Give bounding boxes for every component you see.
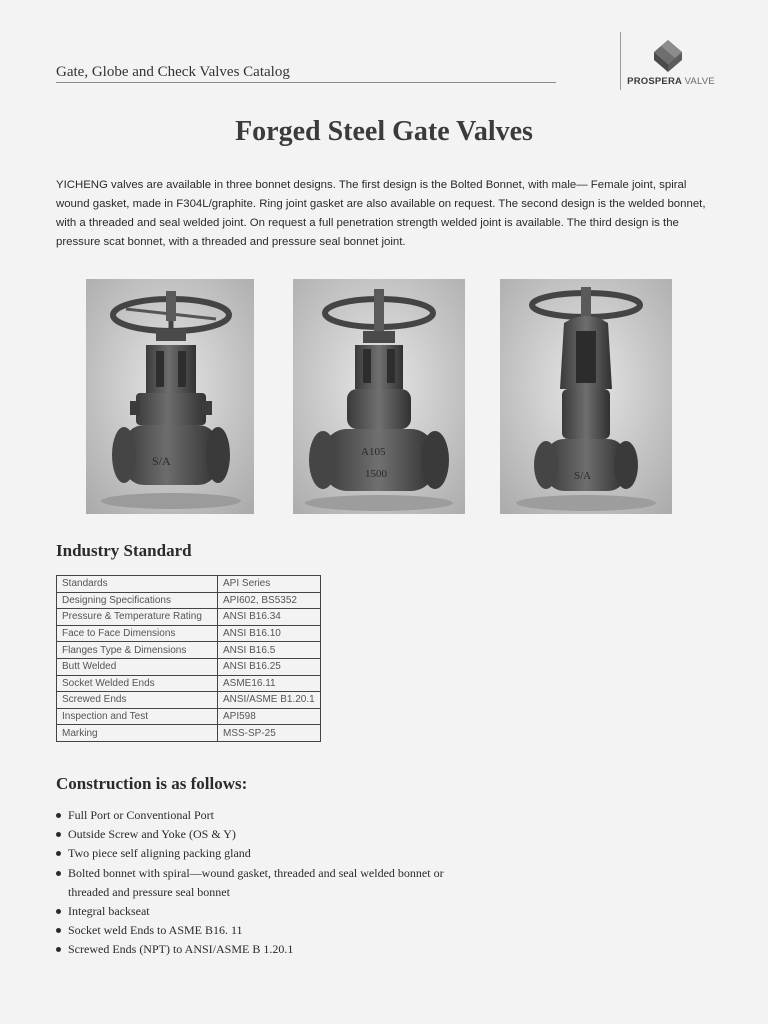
logo-text-light: VALVE <box>684 76 715 87</box>
diamond-logo-icon <box>648 38 688 74</box>
list-item: Two piece self aligning packing gland <box>56 844 476 863</box>
standard-value-cell: ANSI B16.34 <box>218 609 321 626</box>
list-item: Screwed Ends (NPT) to ANSI/ASME B 1.20.1 <box>56 940 476 959</box>
standard-value-cell: ANSI B16.25 <box>218 658 321 675</box>
logo-divider <box>620 32 621 90</box>
industry-standard-heading: Industry Standard <box>56 541 192 560</box>
logo-text-bold: PROSPERA <box>627 76 682 87</box>
standard-value-cell: ASME16.11 <box>218 675 321 692</box>
valve-1-body-mark: S/A <box>152 454 171 468</box>
list-item: Full Port or Conventional Port <box>56 806 476 825</box>
table-row <box>57 675 321 692</box>
standard-value-cell: API Series <box>218 576 321 593</box>
list-item: Bolted bonnet with spiral—wound gasket, threaded and seal welded bonnet or threaded and pressure seal bonnet <box>56 864 476 902</box>
industry-standard-table <box>56 575 321 742</box>
valve-2-body-mark-class: 1500 <box>365 468 387 480</box>
valve-2-body-mark-material: A105 <box>361 446 386 458</box>
standard-value-cell: API598 <box>218 708 321 725</box>
standard-name-cell: Screwed Ends <box>57 692 218 709</box>
intro-paragraph: YICHENG valves are available in three bonnet designs. The first design is the Bolted Bonnet, with male— Female joint, spiral wound gasket, made in F304L/graphite. Ring joint gasket are also available on request. The second design is the welded bonnet, with a threaded and seal welded joint. On request a full penetration strength welded joint is available. The third design is the pressure scat bonnet, with a threaded and pressure seal bonnet joint. <box>56 179 706 248</box>
table-row <box>57 692 321 709</box>
standard-name-cell: Flanges Type & Dimensions <box>57 642 218 659</box>
construction-heading: Construction is as follows: <box>56 774 248 793</box>
standard-name-cell: Inspection and Test <box>57 708 218 725</box>
header-rule <box>56 82 556 83</box>
table-row <box>57 576 321 593</box>
table-row <box>57 725 321 742</box>
valve-3-body-mark: S/A <box>574 470 592 482</box>
valve-photo-pressure-seal-bonnet <box>500 279 672 514</box>
list-item: Outside Screw and Yoke (OS & Y) <box>56 825 476 844</box>
logo-text <box>626 76 716 87</box>
standard-name-cell: Socket Welded Ends <box>57 675 218 692</box>
standard-value-cell: ANSI B16.5 <box>218 642 321 659</box>
page-title: Forged Steel Gate Valves <box>235 116 533 147</box>
list-item: Integral backseat <box>56 902 476 921</box>
standard-name-cell: Marking <box>57 725 218 742</box>
table-row <box>57 592 321 609</box>
table-row <box>57 708 321 725</box>
standard-name-cell: Pressure & Temperature Rating <box>57 609 218 626</box>
standard-name-cell: Face to Face Dimensions <box>57 625 218 642</box>
table-row <box>57 658 321 675</box>
standard-value-cell: MSS-SP-25 <box>218 725 321 742</box>
catalog-title: Gate, Globe and Check Valves Catalog <box>56 64 290 80</box>
valve-photo-welded-bonnet <box>293 279 465 514</box>
standard-value-cell: API602, BS5352 <box>218 592 321 609</box>
table-row <box>57 625 321 642</box>
standard-name-cell: Designing Specifications <box>57 592 218 609</box>
valve-photo-bolted-bonnet <box>86 279 254 514</box>
construction-list <box>56 806 476 960</box>
prospera-valve-logo <box>626 36 716 92</box>
standard-name-cell: Butt Welded <box>57 658 218 675</box>
list-item: Socket weld Ends to ASME B16. 11 <box>56 921 476 940</box>
table-row <box>57 642 321 659</box>
standard-value-cell: ANSI/ASME B1.20.1 <box>218 692 321 709</box>
standard-name-cell: Standards <box>57 576 218 593</box>
standard-value-cell: ANSI B16.10 <box>218 625 321 642</box>
table-row <box>57 609 321 626</box>
